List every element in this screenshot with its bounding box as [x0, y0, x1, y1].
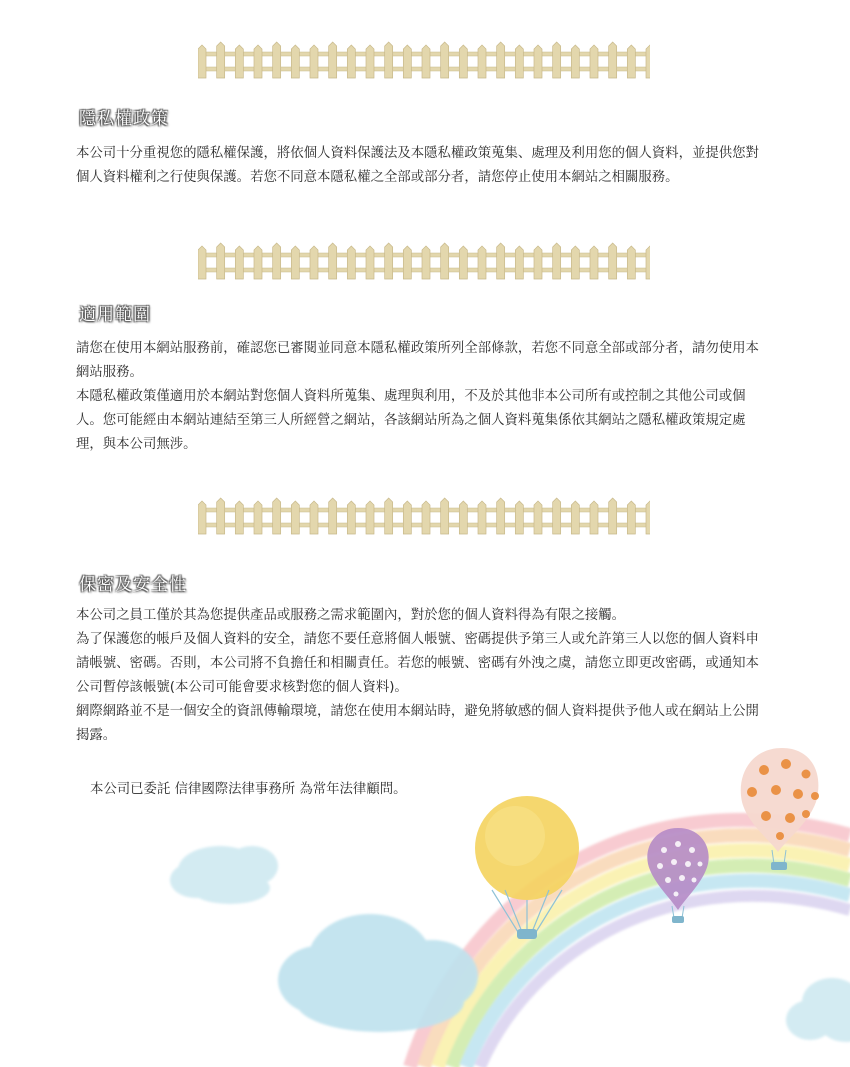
- legal-counsel-note: 本公司已委託 信律國際法律事務所 為常年法律顧問。: [90, 782, 407, 797]
- section-title-confidentiality: 保密及安全性: [79, 575, 187, 595]
- fence-divider-1: [198, 40, 650, 80]
- cloud-illustration: [278, 914, 478, 1032]
- rainbow-balloon-scene: [0, 740, 850, 1067]
- section-body-privacy-policy: [76, 142, 766, 190]
- cloud-illustration: [170, 846, 278, 904]
- paragraph: 為了保護您的帳戶及個人資料的安全，請您不要任意將個人帳號、密碼提供予第三人或允許第三人以您的個人資料申請帳號、密碼。否則，本公司將不負擔任和相關責任。若您的帳號、密碼有外洩之虞，請您立即更改密碼，或通知本公司暫停該帳號(本公司可能會要求核對您的個人資料)。: [76, 632, 759, 695]
- fence-divider-3: [198, 496, 650, 536]
- section-title-privacy-policy: 隱私權政策: [79, 109, 169, 129]
- section-body-scope: [76, 337, 766, 457]
- section-title-scope: 適用範圍: [79, 305, 151, 325]
- paragraph: 本公司之員工僅於其為您提供產品或服務之需求範圍內，對於您的個人資料得為有限之接觸。: [76, 608, 626, 623]
- paragraph: 請您在使用本網站服務前，確認您已審閱並同意本隱私權政策所列全部條款，若您不同意全部或部分者，請勿使用本網站服務。: [76, 341, 759, 380]
- section-body-confidentiality: [76, 604, 766, 748]
- paragraph: 網際網路並不是一個安全的資訊傳輸環境，請您在使用本網站時，避免將敏感的個人資料提供予他人或在網站上公開揭露。: [76, 704, 759, 743]
- fence-divider-2: [198, 241, 650, 281]
- paragraph: 本隱私權政策僅適用於本網站對您個人資料所蒐集、處理與利用，不及於其他非本公司所有或控制之其他公司或個人。您可能經由本網站連結至第三人所經營之網站，各該網站所為之個人資料蒐集係依其網站之隱私權政策規定處理，與本公司無涉。: [76, 389, 746, 452]
- paragraph: 本公司十分重視您的隱私權保護，將依個人資料保護法及本隱私權政策蒐集、處理及利用您的個人資料，並提供您對個人資料權利之行使與保護。若您不同意本隱私權之全部或部分者，請您停止使用本網站之相關服務。: [76, 146, 759, 185]
- cloud-illustration: [786, 978, 850, 1042]
